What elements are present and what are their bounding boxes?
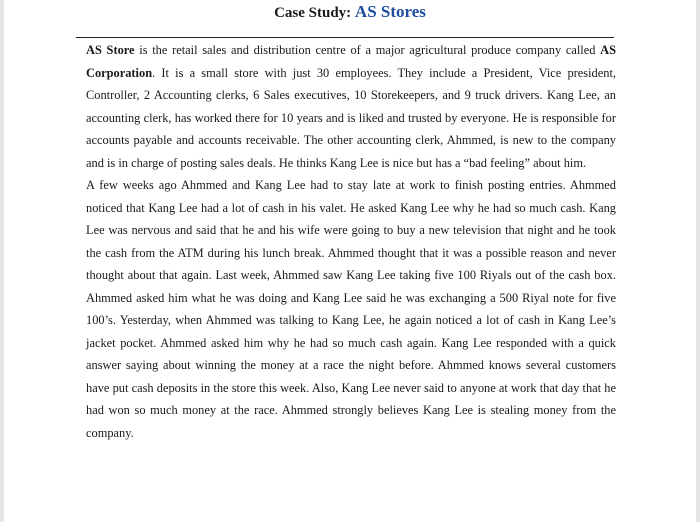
- paragraph-incident: A few weeks ago Ahmmed and Kang Lee had to stay late at work to finish posting entries. Ahmmed noticed that Kang Lee had a lot of cash in his valet. He asked Kang Lee why he had so much cash. Kang Lee was nervous and said that he and his wife were going to buy a new television that night and he took the cash from the ATM during his lunch break. Ahmmed thought that it was a possible reason and never thought about that again. Last week, Ahmmed saw Kang Lee taking five 100 Riyals out of the cash box. Ahmmed asked him what he was doing and Kang Lee said he was exchanging a 500 Riyal note for five 100’s. Yesterday, when Ahmmed was talking to Kang Lee, he again noticed a lot of cash in Kang Lee’s jacket pocket. Ahmmed asked him why he had so much cash again. Kang Lee responded with a quick answer saying about winning the money at a race the night before. Ahmmed knows several customers have put cash deposits in the store this week. Also, Kang Lee never said to anyone at work that day that he had won so much money at the race. Ahmmed strongly believes Kang Lee is stealing money from the company.: [86, 178, 616, 440]
- right-page-edge: [696, 0, 700, 522]
- corp-name: AS Corporation: [86, 43, 616, 80]
- page-title: [0, 0, 700, 25]
- org-name: AS Store: [86, 43, 135, 57]
- left-page-edge: [0, 0, 4, 522]
- case-study-body: [86, 39, 616, 444]
- paragraph-intro: [86, 39, 616, 174]
- intro-text-a: is the retail sales and distribution centre of a major agricultural produce company called: [134, 43, 601, 57]
- title-prefix: Case Study:: [274, 5, 352, 21]
- intro-text-b: . It is a small store with just 30 employees. They include a President, Vice president, Controller, 2 Accounting clerks, 6 Sales executives, 10 Storekeepers, and 9 truck drivers. Kang Lee, an accounting clerk, has worked there for 10 years and is liked and trusted by everyone. He is responsible for accounts payable and accounts receivable. The other accounting clerk, Ahmmed, is new to the company and is in charge of posting sales deals. He thinks Kang Lee is nice but has a “bad feeling” about him.: [86, 65, 616, 170]
- title-accent: AS Stores: [354, 2, 426, 21]
- title-divider: [76, 37, 614, 38]
